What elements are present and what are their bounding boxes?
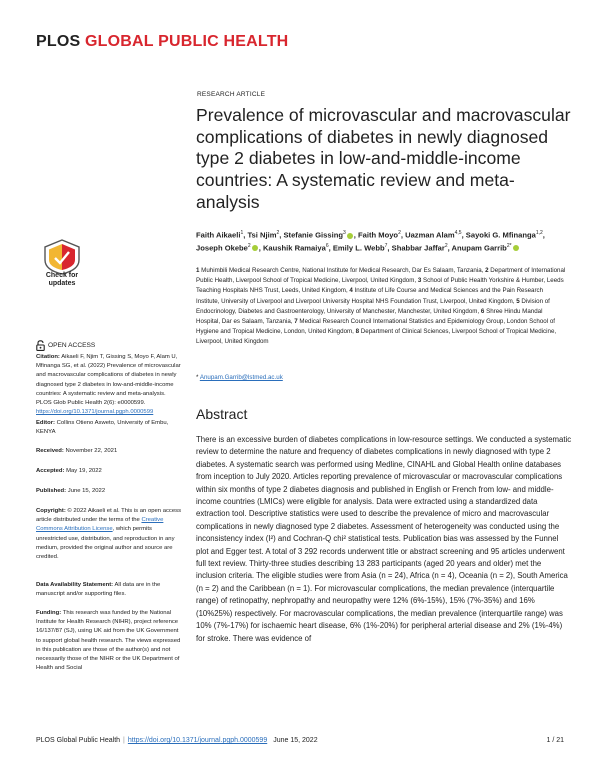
accepted-label: Accepted: <box>36 468 65 474</box>
author-affiliation-sup: 2 <box>247 242 251 249</box>
copyright-block <box>36 507 182 562</box>
check-for-updates-label[interactable] <box>36 272 88 288</box>
funding-label: Funding: <box>36 610 62 616</box>
author-name[interactable]: Joseph Okebe <box>196 243 248 253</box>
author-affiliation-sup: 7 <box>384 242 388 249</box>
editor-block <box>36 419 182 437</box>
editor-label: Editor: <box>36 420 55 426</box>
author-name[interactable]: Emily L. Webb <box>332 243 385 253</box>
orcid-icon[interactable] <box>347 233 353 239</box>
page-number: 1 / 21 <box>546 737 564 744</box>
author-affiliation-sup: 1,2 <box>535 230 543 236</box>
open-access-badge <box>36 340 95 351</box>
author-affiliation-sup: 2 <box>444 242 448 249</box>
author-name[interactable]: Faith Aikaeli <box>196 230 241 240</box>
check-label-line1: Check for <box>45 272 79 279</box>
author-name[interactable]: Stefanie Gissing <box>283 230 343 240</box>
author-affiliation-sup: 2 <box>398 230 401 236</box>
author-affiliation-sup: 3 <box>342 230 346 236</box>
footer-doi-link[interactable]: https://doi.org/10.1371/journal.pgph.0000599 <box>127 737 268 744</box>
editor-text: Collins Otieno Asweto, University of Embu, KENYA <box>36 420 169 436</box>
affiliation-number: 7 <box>294 318 300 326</box>
affiliation-text: School of Public Health Yorkshire & Humber, Leeds Teaching Hospitals NHS Trust, Leeds, United Kingdom, <box>196 277 564 295</box>
author-affiliation-sup: 1 <box>240 230 244 236</box>
corresponding-email <box>196 374 283 381</box>
footer-left: PLOS Global Public Health | https://doi.org/10.1371/journal.pgph.0000599 June 15, 2022 <box>36 737 318 744</box>
footer-date: June 15, 2022 <box>273 737 318 744</box>
data-availability-block <box>36 581 182 599</box>
author-name[interactable]: Uazman Alam <box>405 230 455 240</box>
affiliation-text: Department of Clinical Sciences, Liverpool School of Tropical Medicine, Liverpool, United Kingdom <box>196 328 557 346</box>
data-availability-text: All data are in the manuscript and/or supporting files. <box>36 582 161 598</box>
author-name[interactable]: Faith Moyo <box>358 230 399 240</box>
affiliation-number: 6 <box>480 307 487 315</box>
check-label-line2: updates <box>48 280 76 287</box>
citation-doi-link[interactable]: https://doi.org/10.1371/journal.pgph.0000599 <box>36 409 154 416</box>
copyright-text-end: , which permits unrestricted use, distribution, and reproduction in any medium, provided the original author and source are credited. <box>36 526 175 561</box>
cc-license-link[interactable]: Creative Commons Attribution License <box>36 517 164 533</box>
published-block <box>36 487 182 496</box>
citation-block <box>36 353 182 417</box>
affiliation-text: Institute of Life Course and Medical Sciences and the Pain Research Institute, University of Liverpool and Liverpool University Hospital NHS Foundation Trust, Liverpool, United Kingdom, <box>196 287 544 305</box>
affiliation-number: 4 <box>349 287 355 295</box>
journal-name: GLOBAL PUBLIC HEALTH <box>85 33 289 50</box>
footer-journal: PLOS Global Public Health <box>36 737 121 744</box>
author-name[interactable]: Sayoki G. Mfinanga <box>465 230 536 240</box>
author-affiliation-sup: 4,5 <box>454 230 462 236</box>
received-label: Received: <box>36 448 64 454</box>
author-name[interactable]: Anupam Garrib <box>451 243 507 253</box>
author-name[interactable]: Shabbar Jaffar <box>391 243 445 253</box>
affiliation-list <box>196 266 566 348</box>
orcid-icon[interactable] <box>513 245 519 251</box>
publisher-name: PLOS <box>36 33 81 50</box>
copyright-label: Copyright: <box>36 508 66 514</box>
author-list: Faith Aikaeli$^1$, Tsi Njim$^2$, Stefanie Gissing$^3$ , Faith Moyo$^2$, Uazman Alam$^{4,5}$, Sayoki G. Mfinanga$^{1,2}$, Joseph Okebe$^2$ , Kaushik Ramaiya$^6$, Emily L. Webb$^7$, Shabbar Jaffar$^2$, Anupam Garrib$^{2*}$ <box>196 230 545 253</box>
data-availability-label: Data Availability Statement: <box>36 582 114 588</box>
author-name[interactable]: Kaushik Ramaiya <box>262 243 326 253</box>
article-type: RESEARCH ARTICLE <box>197 91 266 98</box>
affiliation-text: Shree Hindu Mandal Hospital, Dar es Salaam, Tanzania, <box>196 307 543 326</box>
article-title: Prevalence of microvascular and macrovascular complications of diabetes in newly diagnosed type 2 diabetes in low-and-middle-income countries: A systematic review and meta-analysis <box>196 105 571 212</box>
journal-masthead <box>36 33 288 51</box>
open-access-label: OPEN ACCESS <box>48 342 96 349</box>
published-label: Published: <box>36 488 67 494</box>
accepted-block <box>36 467 182 476</box>
abstract-text: There is an excessive burden of diabetes complications in low-resource settings. We conducted a systematic review to determine the nature and frequency of diabetes complications in newly diagnosed with type 2 diabetes. A systematic search was performed using Medline, CINAHL and Global Health online databases from inception to July 2020. Articles reporting prevalence of microvascular or macrovascular complications within six months of type 2 diabetes diagnosis and published in English or French from low- and middle-income countries (LMICs) were eligible for analysis. Data were extracted using a standardized data extraction tool. Descriptive statistics were used to describe the prevalence of micro and macrovascular complications in newly diagnosed type 2 diabetes. Assessment of heterogeneity was conducted using the inconsistency index (I²) and Cochran-Q chi² statistical tests. Publication bias was assessed by the Funnel plot and Egger test. A total of 3 292 records underwent title or abstract screening and 95 articles underwent full text review. Thirty-three studies describing 13 283 participants (aged 20 years and older) met the inclusion criteria. The eligible studies were from Asia (n = 24), Africa (n = 4), Oceania (n = 2), South America (n = 2) and the Caribbean (n = 1). For microvascular complications, the median prevalence (interquartile range) of retinopathy, nephropathy and neuropathy were 12% (6%-15%), 15% (7%-35%) and 16% (10%25%) respectively. For macrovascular complications, the median prevalence (interquartile range) was 10% (7%-17%) for ischaemic heart disease, 6% (1%-20%) for peripheral arterial disease and 2% (1%-4%) for stroke. There was evidence of <box>196 435 572 643</box>
funding-text: This research was funded by the National Institute for Health Research (NIHR), project reference 16/137/87 (SJ), using UK aid from the UK Government to support global health research. The views expressed in this publication are those of the author(s) and not necessarily those of the NIHR or the UK Department of Health and Social <box>36 610 181 672</box>
affiliation-number: 2 <box>485 267 491 274</box>
affiliation-text: Department of International Public Health, Liverpool School of Tropical Medicine, Liverpool, United Kingdom, <box>196 267 566 285</box>
abstract-heading: Abstract <box>196 406 248 422</box>
affiliation-number: 1 <box>196 267 202 274</box>
orcid-icon[interactable] <box>252 245 258 251</box>
author-affiliation-sup: 2* <box>506 242 512 249</box>
open-lock-icon <box>36 340 45 351</box>
author-affiliation-sup: 6 <box>325 242 329 249</box>
author-name[interactable]: Tsi Njim <box>247 230 277 240</box>
accepted-date: May 19, 2022 <box>66 468 102 474</box>
received-block <box>36 447 182 456</box>
affiliation-text: Medical Research Council International Statistics and Epidemiology Group, London School of Hygiene and Tropical Medicine, London, United Kingdom, <box>196 318 555 336</box>
corresponding-marker: * <box>196 374 199 381</box>
affiliation-number: 8 <box>355 328 361 336</box>
author-affiliation-sup: 2 <box>276 230 280 236</box>
copyright-text-start: © 2022 Aikaeli et al. This is an open access article distributed under the terms of the <box>36 508 182 524</box>
published-date: June 15, 2022 <box>67 488 106 494</box>
citation-label: Citation: <box>36 354 60 360</box>
citation-text: Aikaeli F, Njim T, Gissing S, Moyo F, Alam U, Mfinanga SG, et al. (2022) Prevalence of microvascular and macrovascular complications of diabetes in newly diagnosed type 2 diabetes in low-and-middle-income countries: A systematic review and meta-analysis. PLOS Glob Public Health 2(6): e0000599. <box>36 354 181 407</box>
affiliation-number: 5 <box>516 297 522 305</box>
email-link[interactable]: Anupam.Garrib@lstmed.ac.uk <box>199 374 283 381</box>
page-footer <box>36 737 564 744</box>
affiliation-number: 3 <box>417 277 424 285</box>
affiliation-text: Muhimbili Medical Research Centre, National Institute for Medical Research, Dar Es Salaam, Tanzania, <box>201 267 486 274</box>
affiliation-text: Division of Endocrinology, Diabetes and Gastroenterology, University of Manchester, Manchester, United Kingdom, <box>196 297 550 315</box>
received-date: November 22, 2021 <box>65 448 118 454</box>
funding-block <box>36 609 182 673</box>
